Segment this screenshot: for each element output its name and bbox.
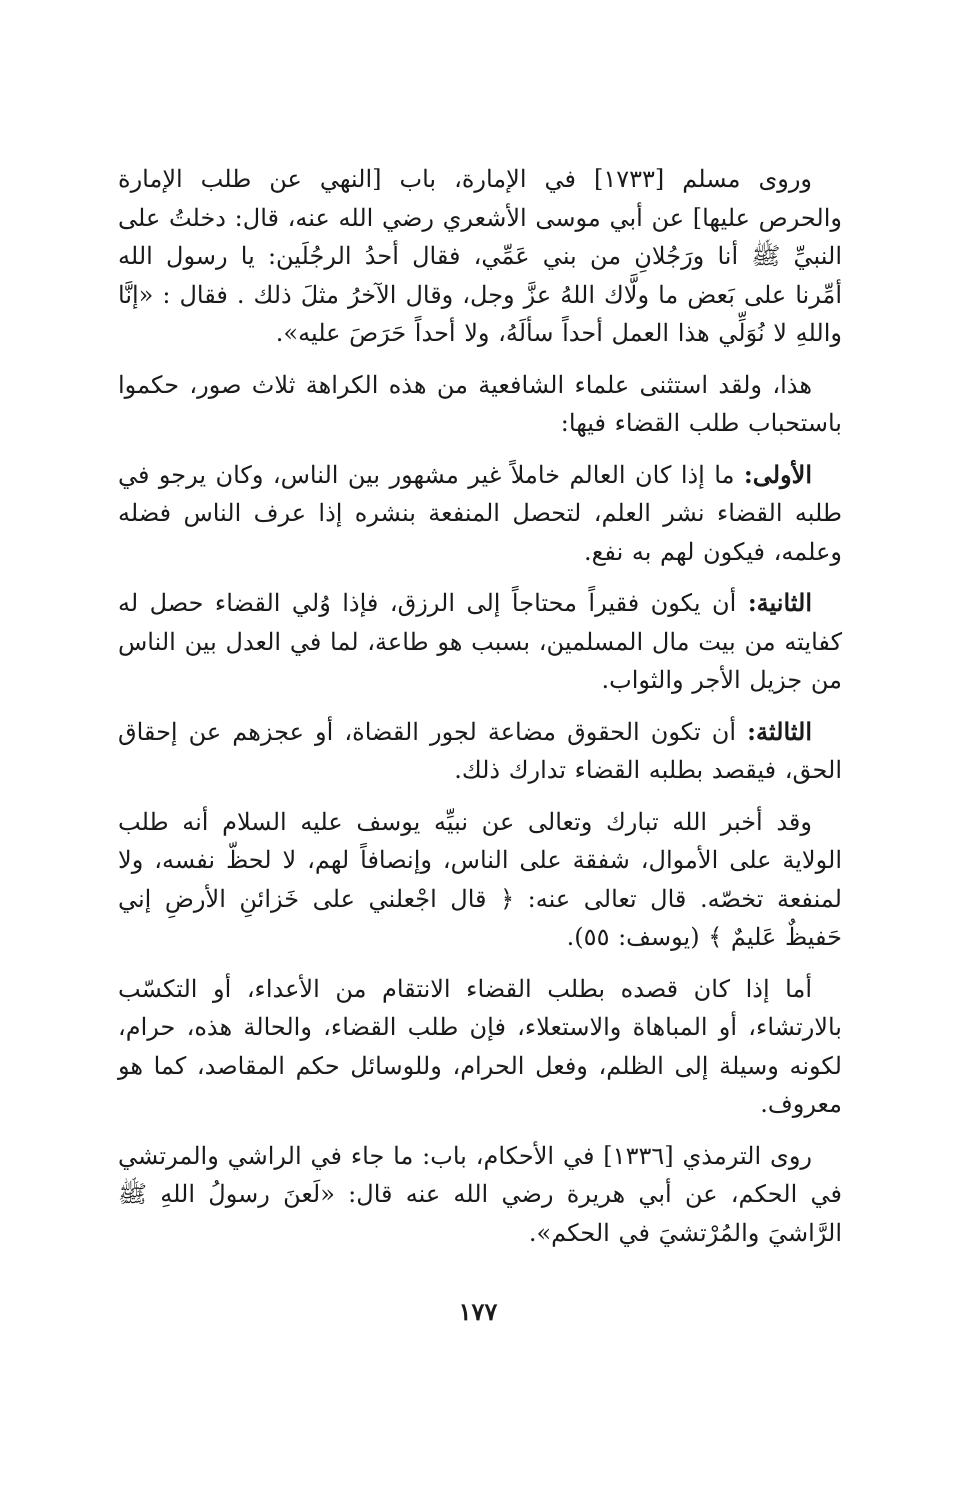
paragraph-second-case <box>118 584 842 700</box>
paragraph-text: أن تكون الحقوق مضاعة لجور القضاة، أو عجزهم عن إحقاق الحق، فيقصد بطلبه القضاء تدارك ذلك. <box>118 717 842 784</box>
paragraph-forbidden-intent <box>118 970 842 1124</box>
paragraph-muslim-hadith <box>118 160 842 353</box>
paragraph-text: أما إذا كان قصده بطلب القضاء الانتقام من الأعداء، أو التكسّب بالارتشاء، أو المباهاة والاستعلاء، فإن طلب القضاء، والحالة هذه، حرام، لكونه وسيلة إلى الظلم، وفعل الحرام، وللوسائل حكم المقاصد، كما هو معروف. <box>118 974 842 1118</box>
paragraph-first-case <box>118 456 842 572</box>
paragraph-lead: الثالثة: <box>747 716 812 746</box>
paragraph-text: هذا، ولقد استثنى علماء الشافعية من هذه الكراهة ثلاث صور، حكموا باستحباب طلب القضاء فيها: <box>118 370 842 437</box>
page-body <box>118 160 842 1265</box>
paragraph-third-case <box>118 713 842 790</box>
page-number: ١٧٧ <box>458 1297 498 1326</box>
paragraph-text: وروى مسلم [١٧٣٣] في الإمارة، باب [النهي عن طلب الإمارة والحرص عليها] عن أبي موسى الأشعري رضي الله عنه، قال: دخلتُ على النبيِّ ﷺ أنا ورَجُلانِ من بني عَمِّي، فقال أحدُ الرجُلَين: يا رسول الله أمِّرنا على بَعض ما ولَّاك اللهُ عزَّ وجل، وقال الآخرُ مثلَ ذلك . فقال : «إنَّا واللهِ لا نُوَلِّي هذا العمل أحداً سألَهُ، ولا أحداً حَرَصَ عليه». <box>118 165 842 347</box>
paragraph-yusuf <box>118 803 842 957</box>
paragraph-text: روى الترمذي [١٣٣٦] في الأحكام، باب: ما جاء في الراشي والمرتشي في الحكم، عن أبي هريرة رضي الله عنه قال: «لَعنَ رسولُ اللهِ ﷺ الرَّاشيَ والمُرْتشيَ في الحكم». <box>118 1141 842 1247</box>
paragraph-text: وقد أخبر الله تبارك وتعالى عن نبيِّه يوسف عليه السلام أنه طلب الولاية على الأموال، شفقة على الناس، وإنصافاً لهم، لا لحظّ نفسه، ولا لمنفعة تخصّه. قال تعالى عنه: ﴿ قال اجْعلني على خَزائنِ الأرضِ إني حَفيظٌ عَليمٌ ﴾ (يوسف: ٥٥). <box>118 807 842 951</box>
paragraph-lead: الأولى: <box>743 459 812 489</box>
paragraph-lead: الثانية: <box>747 588 812 617</box>
paragraph-text: ما إذا كان العالم خاملاً غير مشهور بين الناس، وكان يرجو في طلبه القضاء نشر العلم، لتحصل المنفعة بنشره إذا عرف الناس فضله وعلمه، فيكون لهم به نفع. <box>118 460 842 566</box>
paragraph-shafii-exceptions <box>118 366 842 443</box>
paragraph-tirmidhi-hadith <box>118 1137 842 1253</box>
paragraph-text: أن يكون فقيراً محتاجاً إلى الرزق، فإذا وُلي القضاء حصل له كفايته من بيت مال المسلمين، بسبب هو طاعة، لما في العدل بين الناس من جزيل الأجر والثواب. <box>118 589 842 694</box>
